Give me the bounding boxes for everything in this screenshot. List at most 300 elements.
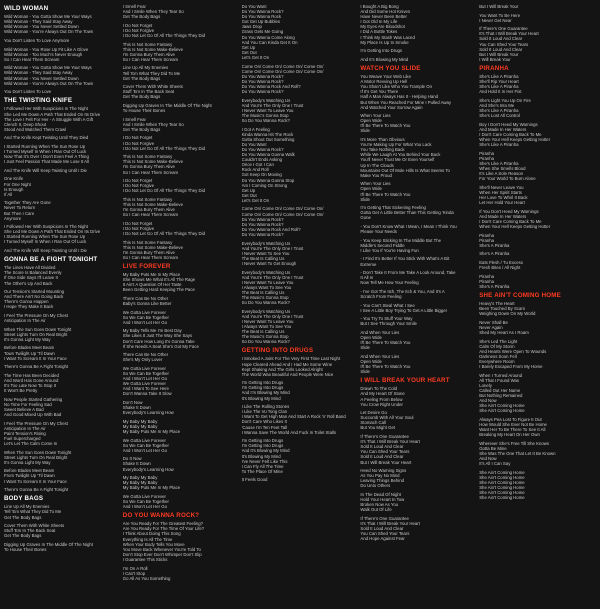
lyric-line: And The Knife Will Keep Twisting Until I Die — [4, 248, 87, 254]
lyric-line: She's A Piranha — [479, 242, 510, 248]
song-title: GONNA BE A FIGHT TONIGHT — [4, 256, 98, 264]
lyric-line: I Got A Feeling — [241, 126, 270, 132]
lyric-line: This Is Not Some Fantasy — [122, 154, 173, 160]
lyric-line: A Motor Revving Up Hell — [360, 79, 408, 85]
lyric-line: I Don't Care Coming Back To Me — [479, 218, 542, 224]
lyric-line: So I Can Hear Them Scream — [122, 212, 179, 218]
lyric-line: So We Can Be Together — [122, 371, 169, 377]
lyric-line: A Feeling From Below — [360, 396, 403, 402]
lyric-line: I Do Not Forgive — [122, 140, 155, 146]
lyric-line: Line Up All My Enemies — [4, 504, 50, 510]
lyric-line: My Baby My Baby — [122, 423, 158, 429]
lyric-line: This Is Not Some Make-Believe — [122, 46, 183, 52]
lyric-line: Piranha — [479, 273, 494, 279]
song-block — [242, 4, 359, 344]
lyric-line: - I've Got The Itch, The Itch & You, And It's A — [360, 288, 445, 294]
lyric-line: So Do You Wanna Rock? — [241, 117, 290, 123]
lyric-line: Get Out — [241, 192, 257, 198]
song-block — [123, 262, 240, 509]
lyric-line: The Beat Is Calling Us — [241, 255, 285, 261]
lyric-line: Wherever She's Free Till She Knows — [479, 440, 550, 446]
lyric-line: The Beat Is Calling Us — [241, 289, 285, 295]
lyric-line: Town Twilight Up 'Til Dawn — [4, 350, 55, 356]
lyric-line: Everything Is All The Time — [122, 536, 173, 542]
lyric-line: - You Can't Steal What I See — [360, 302, 415, 308]
lyrics-column-1 — [4, 4, 121, 609]
lyrics-column-3 — [242, 4, 359, 609]
lyric-line: Eats Flesh / Tu Excess — [479, 259, 523, 265]
lyric-line: No Time For Feeling Sad — [4, 401, 52, 407]
lyric-line: I Don't Care Coming Back To Me — [479, 131, 542, 137]
lyric-line: I Like You If You're Having Fun — [360, 247, 419, 253]
lyric-line: Got Keep On Moving — [241, 172, 282, 178]
lyric-line: To The Place Of Mine — [241, 468, 283, 474]
lyric-line: But You Might Get — [360, 425, 396, 431]
lyric-line: When The Sun Goes Down Tonight — [4, 449, 72, 455]
lyric-line: The Music's Gonna Stop — [241, 112, 289, 118]
lyric-line: Grass Gets Me Going — [241, 29, 284, 35]
lyric-line: Do You Wanna Rock? — [241, 89, 284, 94]
lyric-line: For One Night — [4, 181, 31, 187]
lyric-line: This Is Not Some Fantasy — [122, 196, 173, 202]
song-block — [360, 376, 477, 541]
lyric-line: My Baby My Baby — [122, 480, 158, 486]
lyric-line: Kept Shaking And The Girls Looked Alright — [241, 366, 323, 372]
lyric-line: Anymore — [4, 215, 22, 221]
lyric-line: It's Like A Sole Reason — [479, 171, 524, 177]
lyric-line: - You Keep Sticking In The Middle But The — [360, 237, 441, 243]
lyric-line: She'll Never Leave You — [479, 184, 524, 190]
lyric-line: If She Needs A Seat She's Got My Face — [122, 343, 199, 349]
lyric-line: Come On/ Come On/ Come On/ Come On/ — [241, 206, 324, 212]
lyric-line: She Ain't Coming Home — [479, 479, 525, 485]
lyric-line: Middle's Second Fiddle — [360, 242, 405, 248]
lyric-line: And I'm Blowing My Mind — [241, 390, 290, 396]
lyric-line: Succumb With All Your Soul — [360, 415, 414, 421]
lyric-line: She Ain't Coming Home — [479, 490, 525, 496]
lyric-line: Shed My Heart As I Roam — [479, 329, 529, 335]
lyric-line: Broken Now As You — [360, 502, 399, 508]
lyric-line: Tell 'Em What They Did To Me — [122, 70, 181, 76]
lyric-line: We Gotta Live Forever — [122, 365, 166, 371]
lyric-line: It's That I Will Break Your Heart — [360, 439, 420, 445]
lyric-line: I Do Not Forget — [122, 178, 153, 184]
song-title: GETTING INTO DRUGS — [241, 347, 314, 355]
lyric-line: I Followed Her With Suspicions In The Night — [4, 224, 88, 230]
lyric-line: Piranha — [479, 150, 494, 156]
lyric-line: When Your Lies — [360, 181, 391, 187]
lyric-line: I'm Getting Into Drugs — [360, 48, 403, 54]
lyric-line: I Do Not Let Go Of All The Things They Did — [122, 230, 205, 236]
lyric-line: I've Never Felt Like This — [241, 458, 288, 464]
lyric-line: The World Was Beautiful And People Were Nice — [241, 371, 334, 377]
lyric-line: We Gotta Live Forever — [122, 381, 166, 387]
lyric-line: I Never Want To Get Enough — [241, 260, 297, 266]
lyric-line: And My Heart Of Stone — [360, 391, 405, 397]
lyric-line: We Gotta Live Forever — [122, 437, 166, 443]
lyric-line: You Can Shed Your Tears — [360, 449, 410, 455]
lyric-line: The Beat Is Calling Us — [241, 329, 285, 335]
lyric-line: Wild Woman - You Gotta Show Me Your Ways — [4, 14, 92, 20]
lyric-line: I'm Getting Into Drugs — [241, 438, 284, 444]
lyric-line: I Followed Her With Suspicions In The Night — [4, 106, 88, 112]
lyric-line: Am I Coming On Strong — [241, 182, 288, 188]
song-title: PIRANHA — [479, 64, 509, 72]
lyric-line: She Led Me Down A Path That Ended On Its Drive — [4, 111, 101, 117]
lyric-line: I Always Want To See You — [241, 284, 292, 290]
lyric-line: I'll Be There To Watch You — [360, 364, 411, 370]
lyric-line: I Can't Stop — [122, 570, 146, 576]
lyric-line: And Now — [479, 398, 497, 404]
lyric-line: Slide — [360, 369, 370, 375]
lyric-line: Once I Got I Can — [241, 162, 274, 168]
lyric-line: Stomach Call — [360, 420, 386, 426]
lyric-line: Do Unto Others — [360, 483, 391, 489]
lyric-line: So Do You Wanna Rock? — [241, 339, 290, 345]
lyric-line: Walk Out Of Life — [360, 507, 392, 513]
lyric-line: She's My Only Lover — [122, 357, 163, 363]
lyric-line: I'm Getting That Sickening Feeling — [360, 205, 426, 211]
lyric-line: I Bought A Big Bong — [360, 4, 399, 9]
lyric-line: I'm Gonna Bury Them Alive — [122, 249, 175, 255]
lyric-line: We Gotta Live Forever — [122, 493, 166, 499]
lyric-line: The Music's Gonna Stop — [241, 334, 289, 340]
lyric-line: I Do Not Let Go Of All The Things They Did — [122, 32, 205, 38]
lyric-line: You Shan't Like Who You Trample On — [360, 84, 432, 90]
lyric-line: She's Like A Piranha — [479, 74, 519, 80]
lyric-line: And You're The Only One I Trust — [241, 245, 304, 251]
lyric-line: To House Their Bones — [4, 546, 47, 552]
lyric-line: I'm Gonna Bury Them Alive — [122, 51, 175, 57]
lyric-line: I Never Want To Leave You — [241, 279, 294, 285]
lyric-line: Scratch From Feeling — [360, 294, 402, 299]
lyric-line: The Love I Felt For Her - A Struggle With A Gift — [4, 116, 94, 122]
lyric-line: Do You Wanna Gonna Walk — [241, 152, 295, 158]
lyric-line: I Do Not Forgive — [122, 183, 155, 189]
lyric-line: Shake It Down — [122, 405, 151, 411]
song-block — [4, 494, 121, 552]
lyric-line: Do You Wanna Rock? — [241, 216, 284, 222]
lyric-line: So We Can Be Together — [122, 442, 169, 448]
lyric-line: Are You Ready For The Greatest Feeling? — [122, 521, 203, 527]
lyric-line: You Move Back Whenever You're Told To — [122, 546, 201, 552]
lyric-line: Sweet Believe A Bad — [4, 406, 44, 412]
lyric-line: I Like The Rolling Stones — [241, 404, 290, 410]
lyric-line: Let's Let The Calm Come In — [4, 440, 58, 446]
lyric-line: Do You Wanna Rock And Roll? — [241, 83, 301, 89]
lyric-line: She's A Piranha — [479, 283, 510, 289]
lyric-line: I Feel The Pressure On My Chest — [4, 420, 68, 426]
lyric-line: Digging Up Graves In The Middle Of The Night — [4, 541, 93, 547]
lyric-line: Slide — [360, 345, 370, 351]
lyric-line: Digging Up Graves In The Middle Of The Night — [122, 103, 212, 108]
lyric-line: She's Like A Piranha — [479, 84, 519, 90]
lyric-line: The Time Has Been Decided — [4, 372, 59, 378]
song-block — [479, 64, 596, 289]
lyric-line: Do You Want — [241, 141, 267, 147]
lyric-line: I Hope They Make It Back — [4, 304, 54, 310]
lyric-line: Got Get Up Bubbles — [241, 19, 281, 25]
lyric-line: Hold Your Heart In Tow — [360, 497, 405, 503]
lyric-line: I Never Want To Leave You — [241, 318, 294, 324]
lyric-line: My Place Is Up In Smoke — [360, 39, 409, 45]
lyric-line: I Want To Scream It In Your Face — [4, 355, 67, 361]
song-title: BODY BAGS — [4, 495, 44, 503]
lyric-line: Have Never Been Better — [360, 14, 407, 20]
lyric-line: Always Pea Lost To Figure It Out — [479, 416, 542, 422]
lyrics-column-2 — [123, 4, 240, 609]
lyric-line: My Baby Tells Me I'm Best Day — [122, 328, 182, 334]
lyrics-column-5 — [479, 4, 596, 609]
lyric-line: And I Want To See Here — [122, 386, 169, 392]
lyric-line: If There's One Guarantee — [479, 26, 528, 32]
lyric-line: My Baby My Baby — [122, 475, 158, 481]
song-title: SHE AIN'T COMING HOME — [479, 291, 561, 299]
lyric-line: Get The Body Bags — [122, 75, 161, 81]
lyric-line: It's More Than Obvious — [360, 137, 405, 143]
lyric-line: I Started Running When The Sun Rose Up — [4, 143, 86, 149]
lyric-line: You Weave Your Web Like — [360, 74, 411, 80]
lyric-line: I'll Be There To Watch You — [360, 123, 411, 129]
lyric-line: Cover Them With White Sheets — [122, 84, 183, 90]
lyric-line: My Baby My Baby — [122, 418, 158, 424]
lyric-line: I Smell Fear — [122, 116, 146, 122]
song-block — [242, 346, 359, 482]
lyric-line: Wild Woman - You're Always Out On The Town — [4, 80, 94, 86]
lyric-line: Weighing Down On My World — [479, 311, 536, 317]
lyric-line: Do You Wanna Rock? — [241, 78, 284, 84]
lyric-line: Sold It Loud And Clear — [360, 444, 404, 450]
lyric-line: If There's One Guarantee — [360, 515, 409, 521]
lyric-line: Stuff 'Em In The Back Seat — [122, 89, 175, 95]
lyric-line: I'm Gonna Bury Them Alive — [122, 207, 175, 213]
lyric-line: But Nothing Remained — [479, 393, 523, 398]
lyric-line: Drawn To The Cold — [360, 386, 398, 392]
lyric-line: She's Led The Light — [479, 338, 518, 344]
lyric-line: Do You Wanna Rock — [241, 14, 282, 20]
lyric-line: I Think My Stash Was Laced — [360, 34, 415, 40]
lyric-line: Want Her To Be There To See It All — [479, 427, 546, 433]
lyric-line: Everybody's Watching Us — [241, 269, 291, 275]
lyric-line: There's Gonna Be A Fight Tonight — [4, 487, 69, 493]
lyric-line: Go All As You Something — [122, 575, 171, 581]
lyric-line: And Made In Her Waters — [479, 126, 527, 132]
lyric-line: It Feels Good — [241, 477, 268, 483]
lyric-line: Sold It Loud And Clear — [479, 36, 523, 42]
lyric-line: Never To Return — [4, 205, 36, 211]
lyric-line: Everybody's Watching Us — [241, 308, 291, 314]
lyric-line: And Hope Against Fear — [360, 536, 405, 542]
lyric-line: When The Sun Goes Down Tonight — [4, 326, 72, 332]
lyric-line: And Now — [479, 456, 497, 462]
lyric-line: We Gotta Live Forever — [122, 309, 166, 315]
lyric-line: And There Ain't No Going Back — [4, 294, 64, 300]
lyric-line: And You're The Only One I Trust — [241, 274, 304, 280]
lyric-line: I Do Not Forget — [122, 220, 153, 226]
lyric-line: Get The Body Bags — [122, 126, 161, 132]
lyric-line: I'm Gonna Bury Them Alive — [122, 164, 175, 170]
lyric-line: Make You Proud — [360, 172, 392, 178]
lyric-line: Do You Wanna Rock? — [241, 146, 284, 152]
lyric-line: You Can Shed Your Tears — [479, 41, 529, 47]
lyric-line: And Watched Your Sorrow Again — [360, 104, 423, 110]
lyric-line: She Ain't Coming Home — [479, 469, 525, 475]
lyric-line: Heed No Warning Signs — [360, 468, 407, 474]
song-block — [4, 255, 121, 492]
lyric-line: She Ain't Coming Home — [479, 474, 525, 480]
lyric-line: Wild Woman - Too Much's Never Enough — [4, 51, 83, 57]
lyric-line: Piranha — [479, 237, 494, 243]
lyric-line: Stood And Watched Them Crawl — [4, 126, 67, 132]
lyric-line: It's All I Can Say — [479, 461, 511, 467]
lyric-line: Get The Body Bags — [122, 14, 161, 20]
lyric-line: Sold It Loud And Clear — [360, 526, 404, 532]
song-title: I WILL BREAK YOUR HEART — [360, 377, 450, 385]
lyric-line: Street Lights Turn On Real Bright — [4, 331, 68, 337]
lyric-line: I'm On A Roll — [122, 565, 148, 571]
lyric-line: Piranha — [479, 232, 494, 238]
lyric-line: I Like The Vu Tong Clan — [241, 409, 288, 415]
lyric-line: And She's Into Me — [479, 103, 515, 108]
lyric-line: Get The Body Bags — [4, 533, 42, 539]
lyric-line: And The Knife Will Keep Twisting Until I Die — [4, 167, 87, 173]
lyric-line: I Want To Get High Man And Start A Rock 'n' Roll Band — [241, 414, 346, 420]
lyric-line: She's Lost All Control — [479, 113, 520, 119]
lyric-line: Gotta Be Mine — [479, 445, 507, 451]
lyric-line: For Your World To Burn Alone — [479, 176, 536, 182]
lyric-line: You Want To Be Here — [479, 12, 521, 18]
lyric-line: I Guarantee This Sticks — [122, 556, 168, 562]
lyric-line: I'll Be There To Watch You — [360, 340, 411, 346]
lyric-line: And You're The Only One I Trust — [241, 102, 304, 108]
lyric-line: Sold It Loud And Clear — [360, 454, 404, 460]
lyric-line: There Can Be No Other — [122, 295, 169, 301]
lyric-line: Mountains Out Of Mole Hills Is What Seems To — [360, 167, 450, 173]
lyric-line: You're Making Up For What You Lack — [360, 142, 432, 148]
lyric-line: - I Find It's Better If You Stick With What's A Bit — [360, 256, 450, 262]
lyric-line: Open Wide — [360, 358, 382, 364]
lyric-line: And I Won't Let Her Go — [122, 376, 168, 382]
lyric-line: I Want To Scream It In Your Face — [4, 478, 67, 484]
lyric-line: Come On/ Come On/ Come On/ Come On/ — [241, 63, 324, 69]
lyric-line: You Crow Right Under — [360, 401, 403, 407]
lyric-line: And I Won't Let Her Go — [122, 504, 168, 510]
lyric-line: And When Your Lies — [360, 353, 400, 359]
lyric-line: Baby's Gonna Like Better — [122, 301, 172, 306]
lyric-line: It Ain't A Question Of Her Taste — [122, 282, 182, 288]
lyric-line: My Baby Puts Me In My Place — [122, 485, 181, 491]
lyric-line: Let's Get It On — [241, 54, 270, 60]
lyric-line: Do You Wanna Rock? — [241, 221, 284, 227]
lyric-line: She Ain't Coming Home — [479, 485, 525, 490]
lyric-line: Couldn't Ends Asking — [241, 157, 283, 163]
lyric-line: I Started Running When The Sun Rose Up — [4, 234, 86, 240]
lyric-line: Get Up — [241, 44, 256, 50]
lyric-line: This Is Not Some Make-Believe — [122, 244, 183, 250]
lyric-line: Wild Woman - They Said Stay Away — [4, 19, 73, 25]
lyric-line: I Turned Myself In When I Ran Out Of Luck — [4, 149, 87, 155]
lyric-line: If You Don't Heed My Warnings — [479, 208, 539, 214]
lyric-line: This Is Not Some Fantasy — [122, 239, 173, 245]
lyric-line: Let Her Hold Your Heart — [479, 200, 525, 206]
lyric-line: The Score Is Balanced Evenly — [4, 270, 62, 276]
lyric-line: She's Like A Piranha — [479, 160, 519, 166]
lyric-line: My Baby Puts Me In My Place — [122, 272, 181, 278]
lyric-line: Stuff 'Em In The Back Seat — [4, 528, 56, 534]
song-block — [4, 96, 121, 253]
lyric-line: - Don't Take It From Me Take A Look Around, Take — [360, 270, 456, 276]
lyric-line: Now People Started Gathering — [4, 396, 63, 402]
lyric-line: While We Laugh At You Behind Your Back — [360, 152, 441, 158]
lyric-line: But I Will Break Your — [479, 51, 519, 57]
lyric-line: I'm Getting Into Drugs — [241, 443, 284, 449]
lyric-line: If All — [4, 191, 13, 197]
lyric-line: And I Won't Let Her Go — [122, 447, 168, 453]
lyric-line: When Your Lies — [360, 113, 391, 119]
lyric-line: Tell 'Em What They Did To Me — [4, 509, 62, 515]
lyric-line: It's Gonna Light My Way — [4, 336, 51, 342]
lyric-line: I Think About Doing This Song — [122, 531, 181, 537]
lyric-line: This Is Not Some Make-Believe — [122, 202, 183, 207]
lyric-line: Together They Are Gone — [4, 200, 51, 206]
lyric-line: I Got Old In My Life — [360, 19, 398, 25]
lyric-line: Boy I Don't Heed My Warnings — [479, 121, 538, 127]
lyric-line: And Made In Her Waters — [479, 213, 527, 219]
lyric-line: Don't Care How Long It's Gonna Take — [122, 338, 195, 344]
lyrics-column-4 — [360, 4, 477, 609]
lyric-line: I Do Not Forgive — [122, 225, 155, 231]
lyric-line: And Hold It In Her Fist — [479, 89, 522, 95]
lyric-line: It's Gonna Light My Way — [4, 459, 51, 465]
lyric-line: Piranha — [479, 278, 494, 284]
lyric-line: Let Desire Go — [360, 410, 387, 416]
lyric-line: When Your Body Tells You Move — [122, 541, 185, 547]
lyric-line: So I Can Hear Them Scream — [122, 56, 179, 62]
lyric-line: I Turned Myself In When I Ran Out Of Luck — [4, 239, 87, 245]
lyric-line: Now Tell Me How Your Feeling — [360, 280, 419, 286]
lyric-line: I Never Want To See You — [241, 250, 290, 256]
lyric-line: She Led Me Down A Path That Ended On Its Drive — [4, 229, 101, 235]
lyric-line: Never Again — [479, 324, 503, 330]
lyric-line: There Can Be No Other — [122, 352, 169, 358]
lyric-line: I Always Want To See You — [241, 323, 292, 329]
lyric-line: I'm Getting Into Drugs — [241, 385, 284, 391]
lyric-line: Lonely — [479, 382, 492, 388]
lyric-line: I Smoked A Joint For The Very First Time Last Night — [241, 356, 341, 362]
lyric-line: Extreme — [360, 261, 377, 267]
lyric-line: You Can Shed Your Tears — [360, 531, 410, 537]
lyric-line: Don't Now — [122, 400, 143, 405]
lyric-line: And I Smile When They Tear So — [122, 9, 184, 15]
lyric-line: 'Cause I'm Ten Feet Tall — [241, 424, 288, 430]
lyric-line: Wild Woman - You Never Settled Down — [4, 24, 79, 30]
lyric-line: It All In — [360, 275, 374, 281]
lyric-line: Do You Wanna Rock? — [241, 231, 284, 237]
lyric-line: Wild Woman - You Rose Up Fit Like A Glove — [4, 46, 89, 52]
lyric-line: So I Can Hear Them Scream — [122, 169, 179, 175]
lyric-line: I Feel The Pressure On My Chest — [4, 313, 68, 318]
lyric-line: - You Don't Know What I Mean, I Mean I Think You — [360, 223, 457, 229]
lyric-line: Jaws Drop — [241, 24, 262, 30]
lyric-line: Wild Woman - You're Always Out On The Town — [4, 29, 94, 35]
lyric-line: Our Tension's Started Mounting — [4, 289, 64, 295]
lyric-line: I Wanna Save The World And Fuck In Toilet Stalls — [241, 429, 337, 435]
lyric-line: I Never Get Near — [479, 17, 512, 23]
lyric-line: I Will Break Your — [479, 56, 511, 62]
lyric-line: Her Love To Whirl It Back — [479, 195, 528, 200]
song-title: THE TWISTING KNIFE — [4, 97, 73, 105]
lyric-line: Do You Want — [241, 4, 267, 9]
